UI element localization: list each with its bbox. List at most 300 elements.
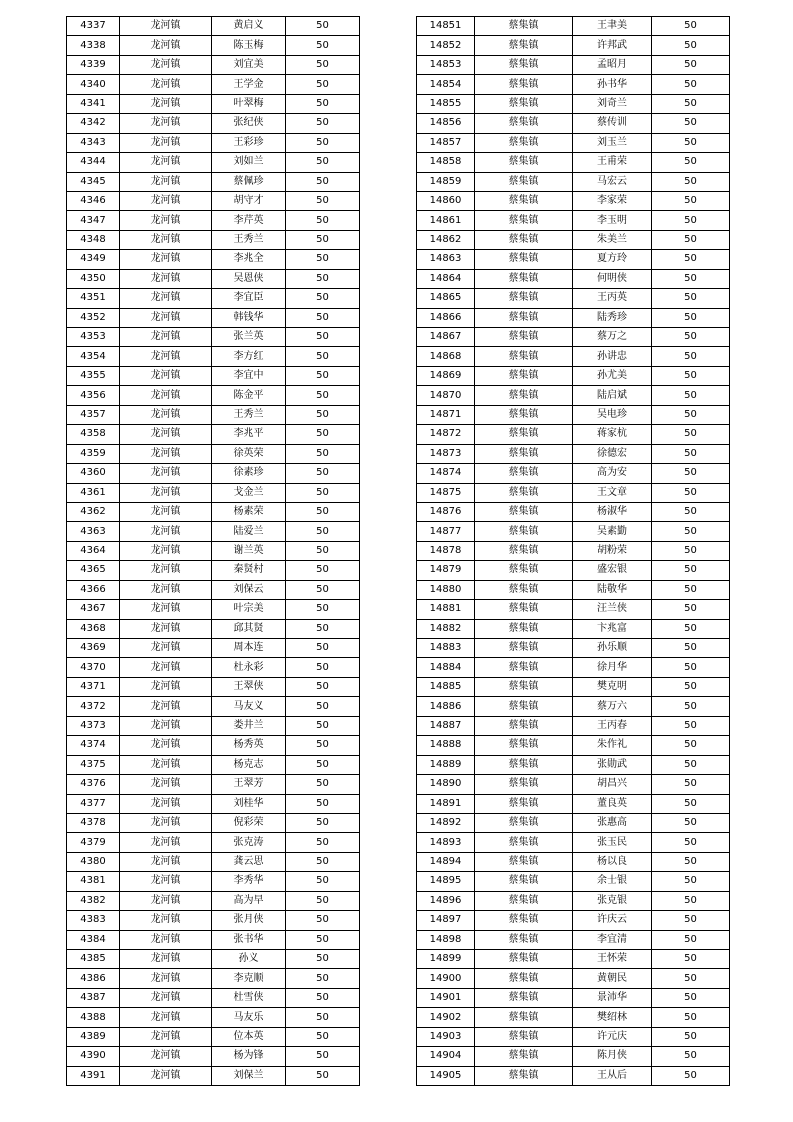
row-number-cell: 14887 bbox=[417, 716, 475, 735]
name-cell: 李克顺 bbox=[212, 969, 286, 988]
row-number-cell: 4353 bbox=[67, 328, 120, 347]
town-cell: 龙河镇 bbox=[120, 425, 212, 444]
town-cell: 蔡集镇 bbox=[475, 211, 573, 230]
name-cell: 刘宜美 bbox=[212, 55, 286, 74]
row-number-cell: 14860 bbox=[417, 191, 475, 210]
town-cell: 蔡集镇 bbox=[475, 580, 573, 599]
row-number-cell: 4358 bbox=[67, 425, 120, 444]
table-row bbox=[417, 541, 730, 560]
table-row bbox=[67, 1066, 360, 1085]
table-row bbox=[417, 308, 730, 327]
town-cell: 龙河镇 bbox=[120, 444, 212, 463]
row-number-cell: 14897 bbox=[417, 911, 475, 930]
row-number-cell: 14884 bbox=[417, 658, 475, 677]
table-row bbox=[67, 755, 360, 774]
name-cell: 杨克志 bbox=[212, 755, 286, 774]
name-cell: 陈玉梅 bbox=[212, 36, 286, 55]
row-number-cell: 14872 bbox=[417, 425, 475, 444]
row-number-cell: 14869 bbox=[417, 366, 475, 385]
name-cell: 马宏云 bbox=[573, 172, 652, 191]
name-cell: 蔡万之 bbox=[573, 328, 652, 347]
row-number-cell: 4366 bbox=[67, 580, 120, 599]
table-row bbox=[67, 988, 360, 1007]
table-row bbox=[67, 425, 360, 444]
name-cell: 李兆平 bbox=[212, 425, 286, 444]
town-cell: 龙河镇 bbox=[120, 716, 212, 735]
table-row bbox=[417, 230, 730, 249]
row-number-cell: 14858 bbox=[417, 153, 475, 172]
row-number-cell: 14862 bbox=[417, 230, 475, 249]
table-row bbox=[417, 813, 730, 832]
table-row bbox=[417, 94, 730, 113]
amount-cell: 50 bbox=[652, 580, 730, 599]
name-cell: 徐月华 bbox=[573, 658, 652, 677]
table-row bbox=[417, 1008, 730, 1027]
table-row bbox=[417, 1027, 730, 1046]
amount-cell: 50 bbox=[652, 716, 730, 735]
town-cell: 蔡集镇 bbox=[475, 36, 573, 55]
name-cell: 许庆云 bbox=[573, 911, 652, 930]
amount-cell: 50 bbox=[652, 133, 730, 152]
table-row bbox=[417, 269, 730, 288]
amount-cell: 50 bbox=[286, 153, 360, 172]
town-cell: 龙河镇 bbox=[120, 269, 212, 288]
town-cell: 蔡集镇 bbox=[475, 172, 573, 191]
name-cell: 周本连 bbox=[212, 639, 286, 658]
amount-cell: 50 bbox=[286, 269, 360, 288]
name-cell: 王丙英 bbox=[573, 289, 652, 308]
table-row bbox=[417, 833, 730, 852]
table-row bbox=[417, 191, 730, 210]
town-cell: 蔡集镇 bbox=[475, 891, 573, 910]
amount-cell: 50 bbox=[286, 308, 360, 327]
table-row bbox=[67, 172, 360, 191]
row-number-cell: 4341 bbox=[67, 94, 120, 113]
amount-cell: 50 bbox=[652, 17, 730, 36]
table-row bbox=[417, 580, 730, 599]
table-row bbox=[417, 425, 730, 444]
name-cell: 王丙春 bbox=[573, 716, 652, 735]
town-cell: 龙河镇 bbox=[120, 1027, 212, 1046]
name-cell: 马友义 bbox=[212, 697, 286, 716]
town-cell: 龙河镇 bbox=[120, 541, 212, 560]
name-cell: 杨以良 bbox=[573, 852, 652, 871]
amount-cell: 50 bbox=[286, 775, 360, 794]
row-number-cell: 14877 bbox=[417, 522, 475, 541]
amount-cell: 50 bbox=[652, 1027, 730, 1046]
name-cell: 王秀兰 bbox=[212, 230, 286, 249]
name-cell: 刘桂华 bbox=[212, 794, 286, 813]
town-cell: 龙河镇 bbox=[120, 94, 212, 113]
amount-cell: 50 bbox=[652, 211, 730, 230]
table-row bbox=[67, 308, 360, 327]
table-row bbox=[417, 347, 730, 366]
row-number-cell: 4369 bbox=[67, 639, 120, 658]
row-number-cell: 4342 bbox=[67, 114, 120, 133]
row-number-cell: 14873 bbox=[417, 444, 475, 463]
town-cell: 蔡集镇 bbox=[475, 930, 573, 949]
table-row bbox=[417, 444, 730, 463]
table-row bbox=[67, 716, 360, 735]
table-row bbox=[67, 930, 360, 949]
row-number-cell: 14883 bbox=[417, 639, 475, 658]
row-number-cell: 14895 bbox=[417, 872, 475, 891]
table-row bbox=[67, 561, 360, 580]
name-cell: 杜永彩 bbox=[212, 658, 286, 677]
town-cell: 蔡集镇 bbox=[475, 289, 573, 308]
row-number-cell: 14900 bbox=[417, 969, 475, 988]
table-row bbox=[417, 677, 730, 696]
town-cell: 蔡集镇 bbox=[475, 561, 573, 580]
name-cell: 徐素珍 bbox=[212, 464, 286, 483]
row-number-cell: 4345 bbox=[67, 172, 120, 191]
row-number-cell: 4375 bbox=[67, 755, 120, 774]
name-cell: 胡粉荣 bbox=[573, 541, 652, 560]
row-number-cell: 4384 bbox=[67, 930, 120, 949]
town-cell: 龙河镇 bbox=[120, 600, 212, 619]
row-number-cell: 14878 bbox=[417, 541, 475, 560]
table-row bbox=[67, 677, 360, 696]
town-cell: 龙河镇 bbox=[120, 172, 212, 191]
town-cell: 蔡集镇 bbox=[475, 852, 573, 871]
row-number-cell: 14888 bbox=[417, 736, 475, 755]
table-row bbox=[417, 17, 730, 36]
town-cell: 蔡集镇 bbox=[475, 328, 573, 347]
town-cell: 龙河镇 bbox=[120, 561, 212, 580]
name-cell: 黄朝民 bbox=[573, 969, 652, 988]
town-cell: 龙河镇 bbox=[120, 813, 212, 832]
row-number-cell: 14899 bbox=[417, 950, 475, 969]
table-row bbox=[417, 639, 730, 658]
name-cell: 何明侠 bbox=[573, 269, 652, 288]
name-cell: 王文章 bbox=[573, 483, 652, 502]
amount-cell: 50 bbox=[652, 464, 730, 483]
amount-cell: 50 bbox=[652, 172, 730, 191]
amount-cell: 50 bbox=[652, 75, 730, 94]
amount-cell: 50 bbox=[652, 328, 730, 347]
amount-cell: 50 bbox=[652, 697, 730, 716]
table-row bbox=[67, 1027, 360, 1046]
town-cell: 蔡集镇 bbox=[475, 308, 573, 327]
name-cell: 杨素荣 bbox=[212, 502, 286, 521]
row-number-cell: 4377 bbox=[67, 794, 120, 813]
name-cell: 李宜清 bbox=[573, 930, 652, 949]
name-cell: 李玉明 bbox=[573, 211, 652, 230]
table-row bbox=[67, 813, 360, 832]
town-cell: 龙河镇 bbox=[120, 250, 212, 269]
amount-cell: 50 bbox=[652, 269, 730, 288]
town-cell: 龙河镇 bbox=[120, 697, 212, 716]
town-cell: 蔡集镇 bbox=[475, 444, 573, 463]
row-number-cell: 4359 bbox=[67, 444, 120, 463]
amount-cell: 50 bbox=[652, 930, 730, 949]
town-cell: 蔡集镇 bbox=[475, 969, 573, 988]
name-cell: 许元庆 bbox=[573, 1027, 652, 1046]
row-number-cell: 14890 bbox=[417, 775, 475, 794]
table-row bbox=[417, 386, 730, 405]
name-cell: 朱美兰 bbox=[573, 230, 652, 249]
table-row bbox=[417, 911, 730, 930]
town-cell: 蔡集镇 bbox=[475, 736, 573, 755]
name-cell: 王彩珍 bbox=[212, 133, 286, 152]
amount-cell: 50 bbox=[286, 600, 360, 619]
name-cell: 卞兆富 bbox=[573, 619, 652, 638]
table-row bbox=[417, 600, 730, 619]
name-cell: 夏方玲 bbox=[573, 250, 652, 269]
amount-cell: 50 bbox=[652, 114, 730, 133]
right-roster-table bbox=[416, 16, 730, 1086]
name-cell: 李宜臣 bbox=[212, 289, 286, 308]
town-cell: 龙河镇 bbox=[120, 1047, 212, 1066]
row-number-cell: 4374 bbox=[67, 736, 120, 755]
amount-cell: 50 bbox=[652, 366, 730, 385]
table-row bbox=[67, 269, 360, 288]
name-cell: 陆敬华 bbox=[573, 580, 652, 599]
row-number-cell: 4367 bbox=[67, 600, 120, 619]
amount-cell: 50 bbox=[652, 988, 730, 1007]
row-number-cell: 4344 bbox=[67, 153, 120, 172]
table-row bbox=[417, 716, 730, 735]
row-number-cell: 4368 bbox=[67, 619, 120, 638]
amount-cell: 50 bbox=[286, 852, 360, 871]
amount-cell: 50 bbox=[286, 17, 360, 36]
amount-cell: 50 bbox=[286, 289, 360, 308]
table-row bbox=[417, 250, 730, 269]
town-cell: 龙河镇 bbox=[120, 75, 212, 94]
town-cell: 蔡集镇 bbox=[475, 425, 573, 444]
table-row bbox=[417, 522, 730, 541]
row-number-cell: 4356 bbox=[67, 386, 120, 405]
row-number-cell: 14905 bbox=[417, 1066, 475, 1085]
table-row bbox=[417, 172, 730, 191]
table-row bbox=[67, 36, 360, 55]
row-number-cell: 4372 bbox=[67, 697, 120, 716]
name-cell: 孙尤美 bbox=[573, 366, 652, 385]
amount-cell: 50 bbox=[652, 969, 730, 988]
table-row bbox=[67, 697, 360, 716]
name-cell: 余士银 bbox=[573, 872, 652, 891]
table-row bbox=[417, 75, 730, 94]
row-number-cell: 14852 bbox=[417, 36, 475, 55]
row-number-cell: 4387 bbox=[67, 988, 120, 1007]
row-number-cell: 14893 bbox=[417, 833, 475, 852]
town-cell: 蔡集镇 bbox=[475, 755, 573, 774]
name-cell: 孙书华 bbox=[573, 75, 652, 94]
town-cell: 龙河镇 bbox=[120, 405, 212, 424]
row-number-cell: 14889 bbox=[417, 755, 475, 774]
table-row bbox=[67, 230, 360, 249]
town-cell: 龙河镇 bbox=[120, 658, 212, 677]
town-cell: 龙河镇 bbox=[120, 580, 212, 599]
name-cell: 谢兰英 bbox=[212, 541, 286, 560]
table-row bbox=[417, 658, 730, 677]
town-cell: 龙河镇 bbox=[120, 775, 212, 794]
table-row bbox=[417, 211, 730, 230]
name-cell: 陆爱兰 bbox=[212, 522, 286, 541]
amount-cell: 50 bbox=[286, 794, 360, 813]
amount-cell: 50 bbox=[652, 872, 730, 891]
row-number-cell: 14879 bbox=[417, 561, 475, 580]
amount-cell: 50 bbox=[652, 36, 730, 55]
amount-cell: 50 bbox=[652, 1047, 730, 1066]
row-number-cell: 4385 bbox=[67, 950, 120, 969]
table-row bbox=[417, 55, 730, 74]
row-number-cell: 14857 bbox=[417, 133, 475, 152]
amount-cell: 50 bbox=[652, 308, 730, 327]
amount-cell: 50 bbox=[286, 813, 360, 832]
row-number-cell: 14901 bbox=[417, 988, 475, 1007]
name-cell: 吴素勤 bbox=[573, 522, 652, 541]
amount-cell: 50 bbox=[286, 1027, 360, 1046]
table-row bbox=[417, 483, 730, 502]
table-row bbox=[67, 950, 360, 969]
name-cell: 张克涛 bbox=[212, 833, 286, 852]
town-cell: 龙河镇 bbox=[120, 619, 212, 638]
amount-cell: 50 bbox=[286, 658, 360, 677]
amount-cell: 50 bbox=[286, 950, 360, 969]
town-cell: 龙河镇 bbox=[120, 386, 212, 405]
amount-cell: 50 bbox=[286, 366, 360, 385]
amount-cell: 50 bbox=[286, 230, 360, 249]
row-number-cell: 4370 bbox=[67, 658, 120, 677]
name-cell: 韩钱华 bbox=[212, 308, 286, 327]
name-cell: 吴电珍 bbox=[573, 405, 652, 424]
amount-cell: 50 bbox=[286, 891, 360, 910]
row-number-cell: 4364 bbox=[67, 541, 120, 560]
name-cell: 张惠高 bbox=[573, 813, 652, 832]
amount-cell: 50 bbox=[286, 328, 360, 347]
town-cell: 龙河镇 bbox=[120, 153, 212, 172]
row-number-cell: 14876 bbox=[417, 502, 475, 521]
town-cell: 蔡集镇 bbox=[475, 813, 573, 832]
left-roster-body bbox=[67, 17, 360, 1086]
amount-cell: 50 bbox=[652, 600, 730, 619]
name-cell: 樊绍林 bbox=[573, 1008, 652, 1027]
name-cell: 倪彩荣 bbox=[212, 813, 286, 832]
row-number-cell: 14871 bbox=[417, 405, 475, 424]
town-cell: 蔡集镇 bbox=[475, 639, 573, 658]
town-cell: 蔡集镇 bbox=[475, 1047, 573, 1066]
amount-cell: 50 bbox=[286, 75, 360, 94]
name-cell: 叶翠梅 bbox=[212, 94, 286, 113]
row-number-cell: 14864 bbox=[417, 269, 475, 288]
row-number-cell: 4340 bbox=[67, 75, 120, 94]
table-row bbox=[67, 580, 360, 599]
row-number-cell: 14882 bbox=[417, 619, 475, 638]
table-row bbox=[67, 852, 360, 871]
amount-cell: 50 bbox=[286, 911, 360, 930]
town-cell: 龙河镇 bbox=[120, 133, 212, 152]
name-cell: 许邦武 bbox=[573, 36, 652, 55]
name-cell: 陆启斌 bbox=[573, 386, 652, 405]
row-number-cell: 4371 bbox=[67, 677, 120, 696]
table-row bbox=[67, 794, 360, 813]
row-number-cell: 4338 bbox=[67, 36, 120, 55]
table-row bbox=[67, 600, 360, 619]
table-row bbox=[417, 950, 730, 969]
amount-cell: 50 bbox=[286, 639, 360, 658]
name-cell: 李家荣 bbox=[573, 191, 652, 210]
name-cell: 高为早 bbox=[212, 891, 286, 910]
amount-cell: 50 bbox=[286, 425, 360, 444]
name-cell: 蔡万六 bbox=[573, 697, 652, 716]
row-number-cell: 14861 bbox=[417, 211, 475, 230]
row-number-cell: 4383 bbox=[67, 911, 120, 930]
town-cell: 蔡集镇 bbox=[475, 250, 573, 269]
town-cell: 蔡集镇 bbox=[475, 658, 573, 677]
table-row bbox=[67, 250, 360, 269]
amount-cell: 50 bbox=[286, 1008, 360, 1027]
town-cell: 龙河镇 bbox=[120, 755, 212, 774]
amount-cell: 50 bbox=[286, 444, 360, 463]
amount-cell: 50 bbox=[286, 94, 360, 113]
town-cell: 龙河镇 bbox=[120, 347, 212, 366]
row-number-cell: 4361 bbox=[67, 483, 120, 502]
town-cell: 龙河镇 bbox=[120, 17, 212, 36]
town-cell: 蔡集镇 bbox=[475, 464, 573, 483]
row-number-cell: 14867 bbox=[417, 328, 475, 347]
town-cell: 龙河镇 bbox=[120, 502, 212, 521]
table-row bbox=[67, 55, 360, 74]
amount-cell: 50 bbox=[286, 211, 360, 230]
town-cell: 龙河镇 bbox=[120, 911, 212, 930]
amount-cell: 50 bbox=[652, 289, 730, 308]
table-row bbox=[67, 114, 360, 133]
row-number-cell: 14863 bbox=[417, 250, 475, 269]
row-number-cell: 14896 bbox=[417, 891, 475, 910]
amount-cell: 50 bbox=[286, 172, 360, 191]
row-number-cell: 4365 bbox=[67, 561, 120, 580]
town-cell: 龙河镇 bbox=[120, 36, 212, 55]
town-cell: 蔡集镇 bbox=[475, 775, 573, 794]
row-number-cell: 14891 bbox=[417, 794, 475, 813]
town-cell: 龙河镇 bbox=[120, 930, 212, 949]
town-cell: 蔡集镇 bbox=[475, 911, 573, 930]
amount-cell: 50 bbox=[652, 775, 730, 794]
amount-cell: 50 bbox=[286, 114, 360, 133]
name-cell: 张兰英 bbox=[212, 328, 286, 347]
name-cell: 刘奇兰 bbox=[573, 94, 652, 113]
town-cell: 龙河镇 bbox=[120, 872, 212, 891]
row-number-cell: 4388 bbox=[67, 1008, 120, 1027]
amount-cell: 50 bbox=[286, 677, 360, 696]
town-cell: 蔡集镇 bbox=[475, 94, 573, 113]
amount-cell: 50 bbox=[652, 639, 730, 658]
table-row bbox=[417, 502, 730, 521]
row-number-cell: 4343 bbox=[67, 133, 120, 152]
name-cell: 张纪侠 bbox=[212, 114, 286, 133]
table-row bbox=[417, 114, 730, 133]
row-number-cell: 14865 bbox=[417, 289, 475, 308]
row-number-cell: 14855 bbox=[417, 94, 475, 113]
table-row bbox=[67, 328, 360, 347]
name-cell: 蔡佩珍 bbox=[212, 172, 286, 191]
amount-cell: 50 bbox=[286, 988, 360, 1007]
amount-cell: 50 bbox=[286, 619, 360, 638]
name-cell: 王怀荣 bbox=[573, 950, 652, 969]
table-row bbox=[67, 541, 360, 560]
name-cell: 徐德宏 bbox=[573, 444, 652, 463]
town-cell: 龙河镇 bbox=[120, 988, 212, 1007]
name-cell: 张月侠 bbox=[212, 911, 286, 930]
amount-cell: 50 bbox=[652, 736, 730, 755]
amount-cell: 50 bbox=[286, 716, 360, 735]
name-cell: 刘如兰 bbox=[212, 153, 286, 172]
town-cell: 龙河镇 bbox=[120, 483, 212, 502]
name-cell: 杜雪侠 bbox=[212, 988, 286, 1007]
amount-cell: 50 bbox=[652, 444, 730, 463]
amount-cell: 50 bbox=[286, 522, 360, 541]
